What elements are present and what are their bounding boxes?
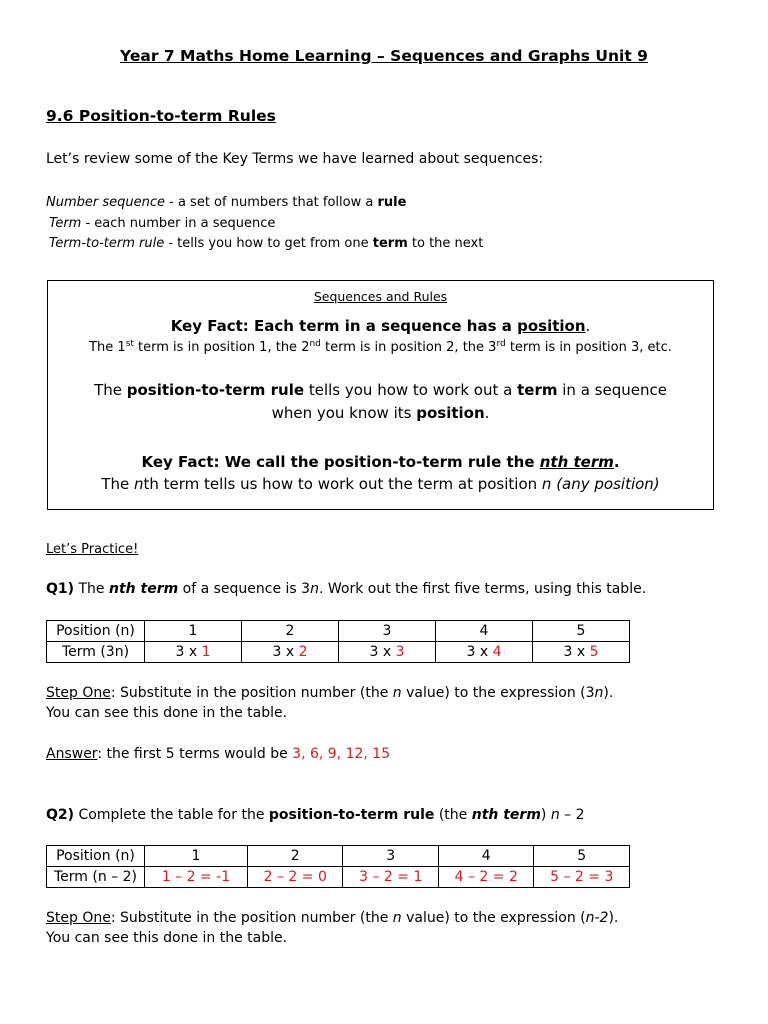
cell-prefix: 3 x	[369, 644, 396, 660]
cell-value: 1	[201, 644, 211, 660]
cell-value: 4	[492, 644, 502, 660]
rule-text: The	[94, 381, 127, 399]
table-cell	[242, 642, 339, 663]
page-title: Year 7 Maths Home Learning – Sequences and Graphs Unit 9	[120, 47, 648, 65]
q2-bold: position-to-term rule	[268, 807, 435, 823]
table-header-position: Position (n)	[47, 621, 145, 642]
cell-prefix: 3 x	[175, 644, 202, 660]
table-cell: 4	[438, 846, 534, 867]
q2-text: Complete the table for the	[74, 807, 269, 823]
answer-text: : the first 5 terms would be	[97, 746, 293, 762]
q2-table	[46, 845, 630, 888]
table-header-term: Term (n – 2)	[47, 867, 145, 888]
cell-value: 2	[298, 644, 308, 660]
table-cell: 4	[436, 621, 533, 642]
intro-text: Let’s review some of the Key Terms we have learned about sequences:	[46, 151, 544, 167]
q1-n: n	[310, 581, 319, 597]
step-label: Step One	[46, 685, 111, 701]
position-to-term-rule-line2	[48, 404, 713, 422]
table-cell: 2 – 2 = 0	[247, 867, 343, 888]
definition-tail: to the next	[407, 236, 484, 251]
key-fact-period: .	[613, 453, 620, 471]
step-text: value) to the expression (	[401, 910, 586, 926]
position-to-term-rule-line1	[48, 381, 713, 399]
nth-text: The	[101, 475, 134, 493]
step-italic: n-2	[585, 910, 609, 926]
q1-nth-term: nth term	[109, 581, 179, 597]
q2-text: )	[540, 807, 551, 823]
cell-value: 3	[395, 644, 405, 660]
q2-step-one-line2: You can see this done in the table.	[46, 930, 288, 946]
pos-sup: st	[125, 339, 134, 349]
table-row	[47, 642, 630, 663]
table-row	[47, 867, 630, 888]
table-cell	[436, 642, 533, 663]
section-heading: 9.6 Position-to-term Rules	[46, 107, 276, 125]
step-text: : Substitute in the position number (the	[110, 910, 393, 926]
key-fact-position-word	[517, 317, 585, 335]
q2-question	[46, 807, 585, 823]
rule-text: .	[484, 404, 490, 422]
definition-text: - each number in a sequence	[81, 216, 276, 231]
cell-prefix: 3 x	[563, 644, 590, 660]
table-cell: 5	[534, 846, 630, 867]
definition-term-to-term-rule	[49, 236, 483, 251]
table-cell: 1	[145, 846, 248, 867]
q1-text: of a sequence is 3	[178, 581, 311, 597]
q1-step-one-line2: You can see this done in the table.	[46, 705, 288, 721]
step-italic: n	[392, 685, 402, 701]
pos-text: term is in position 1, the 2	[133, 340, 310, 355]
pos-text: term is in position 2, the 3	[320, 340, 497, 355]
definition-term: Term-to-term rule	[49, 236, 165, 251]
key-facts-box	[47, 280, 714, 510]
rule-text: when you know its	[271, 404, 417, 422]
table-cell: 2	[242, 621, 339, 642]
table-cell	[533, 642, 630, 663]
cell-value: 5	[589, 644, 599, 660]
key-fact-nth-term	[48, 453, 713, 471]
table-cell: 5	[533, 621, 630, 642]
step-italic: n	[392, 910, 402, 926]
practice-heading: Let’s Practice!	[46, 542, 139, 557]
position-underlined: position	[517, 317, 586, 335]
q1-text: The	[74, 581, 109, 597]
q1-table	[46, 620, 630, 663]
step-text: value) to the expression (3	[401, 685, 595, 701]
pos-text: term is in position 3, etc.	[505, 340, 672, 355]
q1-step-one	[46, 685, 613, 701]
table-header-term: Term (3n)	[47, 642, 145, 663]
nth-term-explainer	[48, 475, 713, 493]
nth-term-underlined: nth term	[539, 453, 614, 471]
pos-text: The 1	[89, 340, 126, 355]
definition-bold: term	[372, 236, 408, 251]
nth-text: th term tells us how to work out the term at position	[143, 475, 542, 493]
table-row	[47, 621, 630, 642]
q2-nth-term: nth term	[471, 807, 541, 823]
rule-bold: position	[416, 404, 485, 422]
table-cell: 3	[343, 846, 439, 867]
answer-label: Answer	[46, 746, 98, 762]
table-cell	[339, 642, 436, 663]
table-cell: 1	[145, 621, 242, 642]
q1-label: Q1)	[46, 581, 75, 597]
definition-term-item	[49, 216, 275, 231]
definition-term: Number sequence	[46, 195, 165, 210]
table-cell	[145, 642, 242, 663]
table-cell: 4 – 2 = 2	[438, 867, 534, 888]
definition-text: - tells you how to get from one	[164, 236, 373, 251]
definition-term: Term	[49, 216, 82, 231]
definition-text: - a set of numbers that follow a	[165, 195, 378, 210]
q2-n: n	[550, 807, 560, 823]
table-row	[47, 846, 630, 867]
cell-prefix: 3 x	[466, 644, 493, 660]
definition-bold: rule	[377, 195, 407, 210]
key-fact-position	[48, 317, 713, 335]
rule-text: in a sequence	[557, 381, 667, 399]
box-title: Sequences and Rules	[313, 289, 448, 304]
step-text: ).	[608, 910, 619, 926]
q1-text: . Work out the first five terms, using this table.	[318, 581, 647, 597]
q2-text: – 2	[559, 807, 585, 823]
table-cell: 3 – 2 = 1	[343, 867, 439, 888]
answer-values: 3, 6, 9, 12, 15	[292, 746, 391, 762]
table-header-position: Position (n)	[47, 846, 145, 867]
step-text: : Substitute in the position number (the	[110, 685, 393, 701]
nth-italic: n (any position)	[541, 475, 660, 493]
q2-step-one	[46, 910, 618, 926]
nth-italic: n	[133, 475, 144, 493]
table-cell: 5 – 2 = 3	[534, 867, 630, 888]
pos-sup: rd	[496, 339, 506, 349]
table-cell: 3	[339, 621, 436, 642]
pos-sup: nd	[309, 339, 321, 349]
q1-answer	[46, 746, 390, 762]
step-italic: n	[594, 685, 604, 701]
step-text: ).	[603, 685, 614, 701]
key-fact-text: Key Fact: We call the position-to-term rule the	[141, 453, 540, 471]
table-cell: 1 – 2 = -1	[145, 867, 248, 888]
q2-label: Q2)	[46, 807, 75, 823]
definition-number-sequence	[46, 195, 406, 210]
rule-text: tells you how to work out a	[304, 381, 518, 399]
cell-prefix: 3 x	[272, 644, 299, 660]
q2-text: (the	[434, 807, 472, 823]
positions-explainer	[48, 340, 713, 355]
key-fact-period: .	[585, 317, 591, 335]
rule-bold: position-to-term rule	[126, 381, 305, 399]
key-fact-text: Key Fact: Each term in a sequence has a	[170, 317, 518, 335]
table-cell: 2	[247, 846, 343, 867]
step-label: Step One	[46, 910, 111, 926]
key-fact-nth	[540, 453, 614, 471]
q1-question	[46, 581, 646, 597]
rule-bold: term	[517, 381, 558, 399]
